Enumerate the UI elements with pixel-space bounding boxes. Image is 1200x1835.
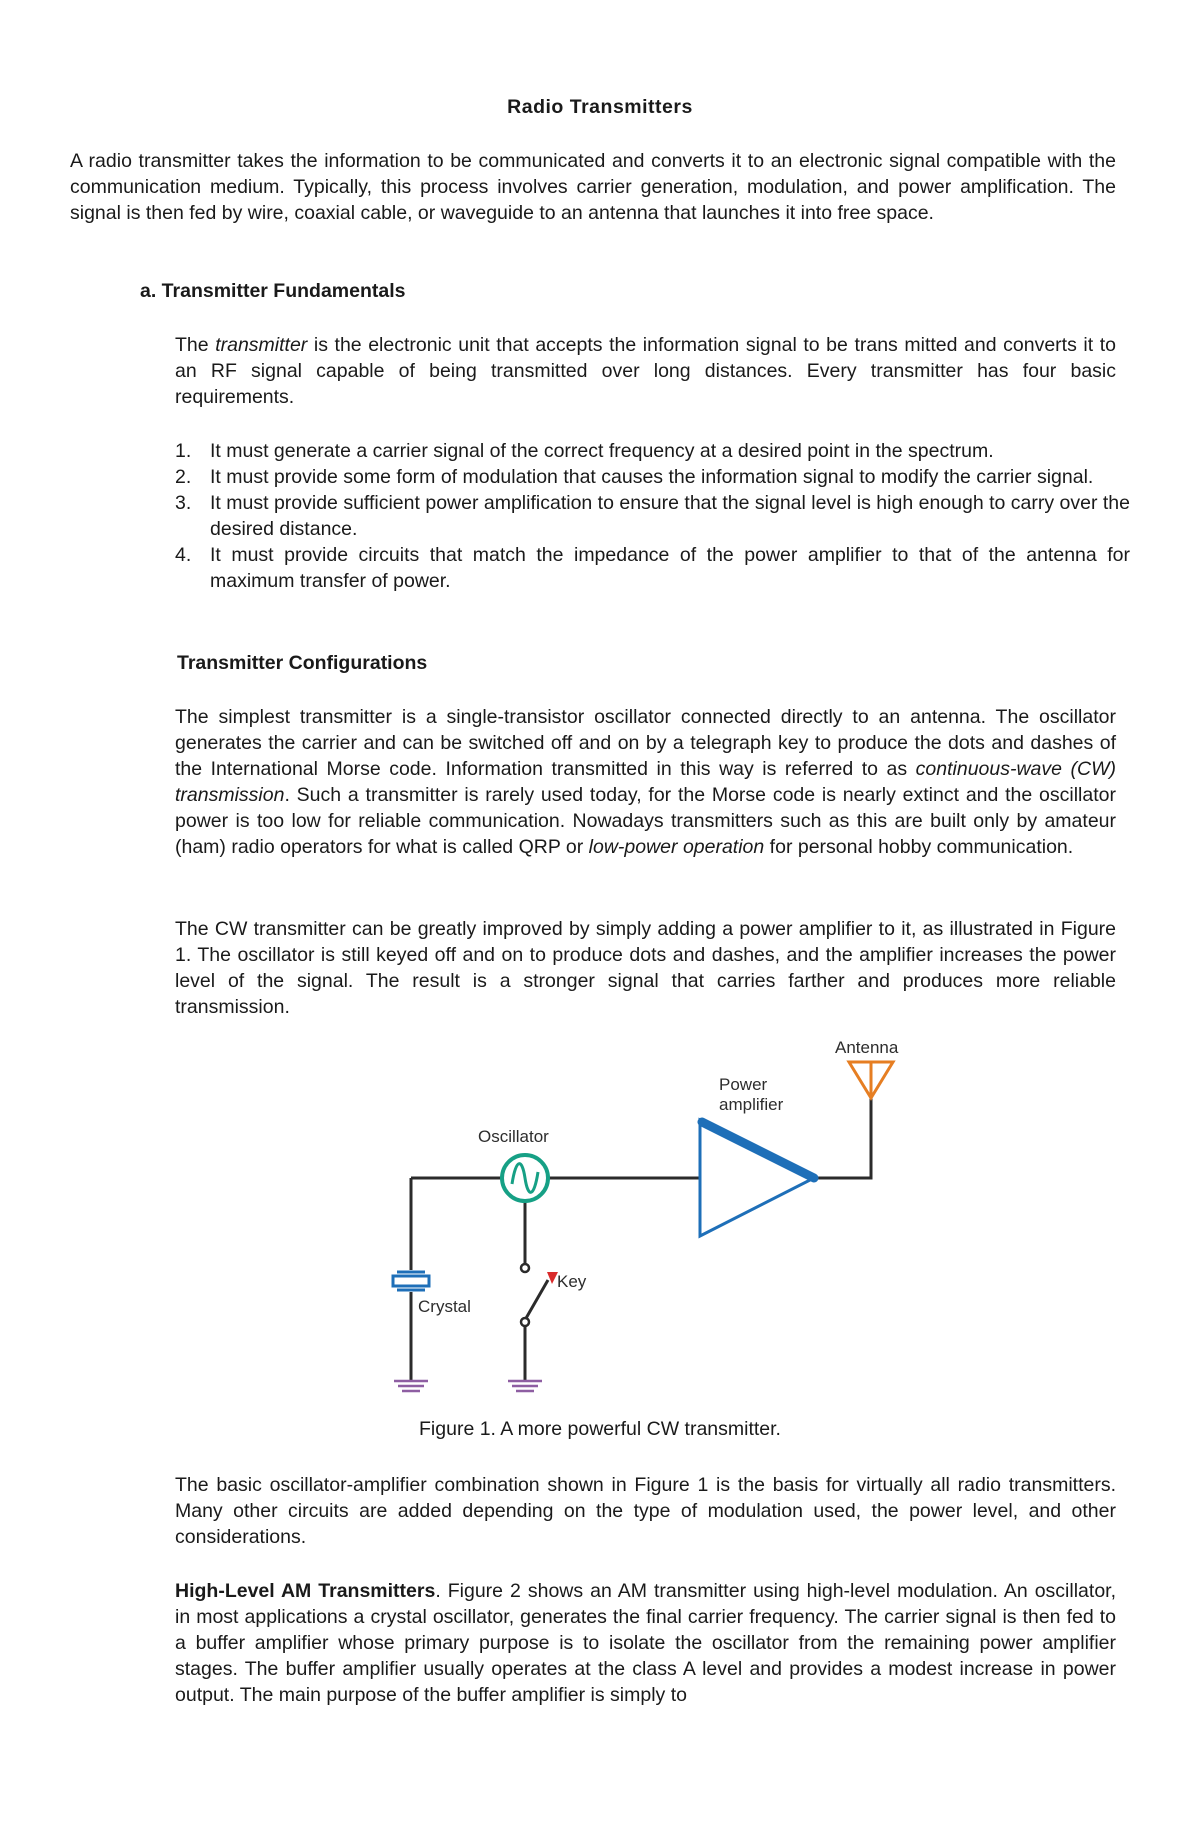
list-item-text: It must provide circuits that match the impedance of the power amplifier to that of the antenna for maximum transfer of power.: [210, 544, 1130, 592]
low-power-term: low-power operation: [588, 836, 765, 858]
configurations-heading: Transmitter Configurations: [177, 652, 428, 674]
list-item-number: 4.: [175, 544, 192, 566]
high-level-am-paragraph: [175, 1578, 1116, 1708]
crystal-icon: [393, 1276, 429, 1286]
key-switch-icon: [525, 1280, 548, 1320]
list-item-text: It must provide sufficient power amplification to ensure that the signal level is high enough to carry over the desired distance.: [210, 492, 1130, 540]
list-item: [175, 438, 1130, 464]
oscillator-label: Oscillator: [478, 1127, 549, 1146]
requirements-list: [175, 438, 1130, 594]
ground-icon: [508, 1381, 542, 1391]
wire-amplifier-antenna: [814, 1098, 871, 1178]
ground-icon: [394, 1381, 428, 1391]
figure-1-diagram: [366, 1040, 922, 1400]
antenna-label: Antenna: [835, 1040, 899, 1057]
list-item-text: It must provide some form of modulation that causes the information signal to modify the carrier signal.: [210, 466, 1094, 488]
high-level-am-text: . Figure 2 shows an AM transmitter using high-level modulation. An oscillator, in most applications a crystal oscillator, generates the final carrier frequency. The carrier signal is then fed to a buffer amplifier whose primary purpose is to isolate the oscillator from the remaining power amplifier stages. The buffer amplifier usually operates at the class A level and provides a modest increase in power output. The main purpose of the buffer amplifier is simply to: [175, 1580, 1116, 1706]
key-contact-bottom: [521, 1318, 529, 1326]
list-item: [175, 542, 1130, 594]
basic-combination-paragraph: The basic oscillator-amplifier combination shown in Figure 1 is the basis for virtually all radio transmitters. Many other circuits are added depending on the type of modulation used, the power level, and other considerations.: [175, 1474, 1116, 1548]
power-amplifier-icon: [700, 1120, 814, 1236]
section-a-heading: a. Transmitter Fundamentals: [140, 280, 406, 302]
cw-transmission-term: continuous-wave (CW) transmission: [175, 758, 1116, 806]
definition-term: transmitter: [215, 334, 308, 356]
key-contact-top: [521, 1264, 529, 1272]
transmitter-definition-paragraph: [175, 332, 1116, 410]
power-amplifier-label-line2: amplifier: [719, 1095, 784, 1114]
list-item-number: 2.: [175, 466, 192, 488]
intro-paragraph: A radio transmitter takes the information to be communicated and converts it to an electronic signal compatible with the communication medium. Typically, this process involves carrier generation, modulation, and power amplification. The signal is then fed by wire, coaxial cable, or waveguide to an antenna that launches it into free space.: [70, 150, 1116, 224]
simplest-text-3: for personal hobby communication.: [764, 836, 1074, 858]
key-label: Key: [557, 1272, 587, 1291]
simplest-transmitter-paragraph: [175, 704, 1116, 860]
list-item: [175, 464, 1130, 490]
crystal-label: Crystal: [418, 1297, 471, 1316]
cw-improvement-paragraph: The CW transmitter can be greatly improved by simply adding a power amplifier to it, as illustrated in Figure 1. The oscillator is still keyed off and on to produce dots and dashes, and the amplifier increases the power level of the signal. The result is a stronger signal that carries farther and produces more reliable transmission.: [175, 918, 1116, 1018]
list-item-number: 1.: [175, 440, 192, 462]
definition-text-start: The: [175, 334, 216, 356]
figure-caption: Figure 1. A more powerful CW transmitter.: [419, 1418, 781, 1440]
list-item: [175, 490, 1130, 542]
list-item-number: 3.: [175, 492, 192, 514]
simplest-text-2: . Such a transmitter is rarely used today, for the Morse code is nearly extinct and the oscillator power is too low for reliable communication. Nowadays transmitters such as this are built only by amateur (ham) radio operators for what is called QRP or: [175, 784, 1116, 858]
definition-text-end: is the electronic unit that accepts the information signal to be trans mitted and converts it to an RF signal capable of being transmitted over long distances. Every transmitter has four basic requirements.: [175, 334, 1116, 408]
high-level-am-term: High-Level AM Transmitters: [175, 1580, 436, 1602]
list-item-text: It must generate a carrier signal of the correct frequency at a desired point in the spectrum.: [210, 440, 994, 462]
cw-transmitter-schematic: [366, 1040, 922, 1400]
simplest-text-1: The simplest transmitter is a single-transistor oscillator connected directly to an antenna. The oscillator generates the carrier and can be switched off and on by a telegraph key to produce the dots and dashes of the International Morse code. Information transmitted in this way is referred to as: [175, 706, 1116, 780]
power-amplifier-label-line1: Power: [719, 1075, 768, 1094]
page-title: Radio Transmitters: [507, 96, 693, 118]
